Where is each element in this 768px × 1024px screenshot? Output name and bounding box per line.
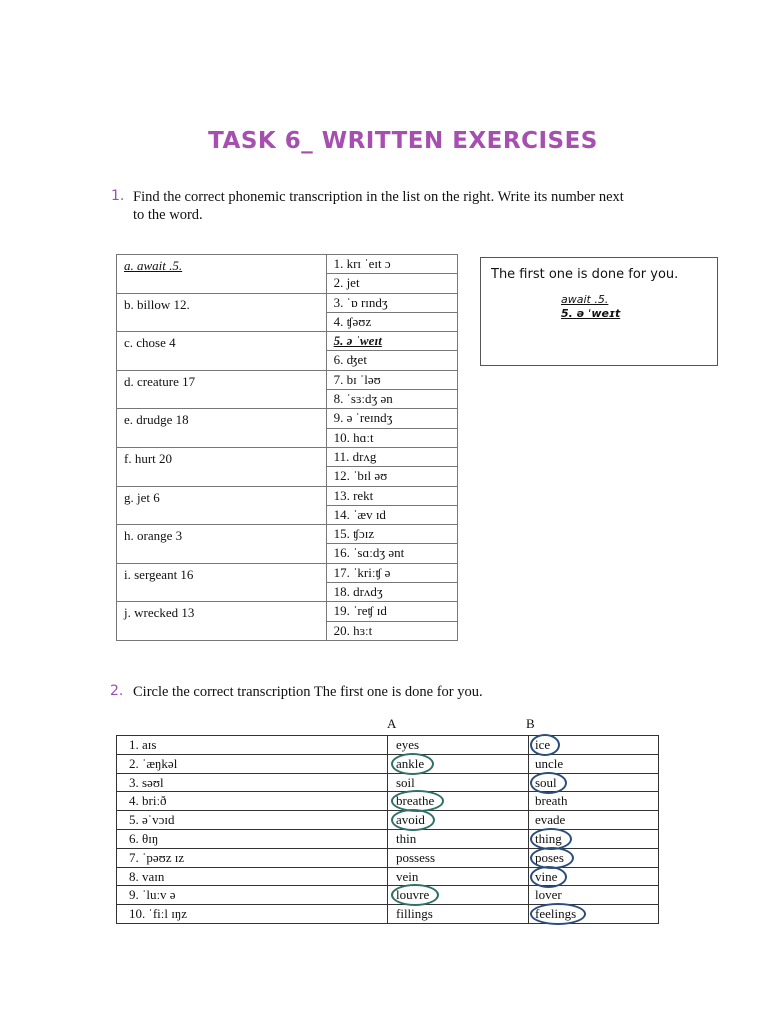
transcription-label: 13. rekt <box>333 487 374 503</box>
word-cell <box>117 563 327 602</box>
transcription-row <box>117 848 659 867</box>
option-a-cell[interactable] <box>388 829 529 848</box>
transcription-label: 1. krɪ ˈeɪt ɔ <box>333 256 391 271</box>
matching-row <box>117 293 458 312</box>
option-a-cell[interactable] <box>388 773 529 792</box>
circled-answer: thing <box>535 830 562 846</box>
word-cell <box>117 602 327 641</box>
transcription-cell <box>326 447 457 466</box>
transcription-text: 2. ˈæŋkəl <box>129 755 178 771</box>
circled-answer: ice <box>535 737 551 752</box>
transcription-label: 5. ə ˈweɪt <box>333 333 382 349</box>
circled-answer: vine <box>535 868 558 884</box>
transcription-text: 5. əˈvɔɪd <box>129 812 175 828</box>
option-word: lover <box>535 887 562 903</box>
option-a-cell[interactable] <box>388 848 529 867</box>
word-label: e. drudge 18 <box>124 412 189 428</box>
transcription-cell <box>326 505 457 524</box>
matching-row <box>117 447 458 466</box>
transcription-cell <box>326 312 457 331</box>
option-word: vein <box>396 868 419 884</box>
option-a-cell[interactable] <box>388 867 529 886</box>
word-cell <box>117 332 327 371</box>
transcription-label: 19. ˈreʧ ɪd <box>333 603 387 619</box>
transcription-cell <box>326 544 457 563</box>
transcription-cell <box>326 332 457 351</box>
option-b-cell[interactable] <box>529 905 659 924</box>
option-word: eyes <box>396 737 420 752</box>
transcription-row <box>117 792 659 811</box>
transcription-row <box>117 811 659 830</box>
option-b-cell[interactable] <box>529 736 659 755</box>
word-cell <box>117 255 327 294</box>
option-b-cell[interactable] <box>529 811 659 830</box>
transcription-cell <box>326 293 457 312</box>
word-cell <box>117 293 327 332</box>
transcription-label: 8. ˈsɜːdʒ ən <box>333 391 393 407</box>
option-a-cell[interactable] <box>388 811 529 830</box>
transcription-cell <box>117 736 388 755</box>
circled-answer: avoid <box>396 812 425 828</box>
option-a-cell[interactable] <box>388 886 529 905</box>
circled-answer: breathe <box>396 793 435 809</box>
transcription-label: 9. ə ˈreɪndʒ <box>333 410 393 426</box>
option-a-cell[interactable] <box>388 792 529 811</box>
transcription-cell <box>326 255 457 274</box>
transcription-label: 17. ˈkriːʧ ə <box>333 564 391 580</box>
circled-answer: louvre <box>396 887 430 903</box>
transcription-cell <box>326 370 457 389</box>
option-word: breath <box>535 793 568 809</box>
word-label: c. chose 4 <box>124 335 176 351</box>
option-word: possess <box>396 849 436 865</box>
option-word: evade <box>535 812 566 828</box>
option-b-cell[interactable] <box>529 867 659 886</box>
note-example-word: await .5. <box>561 293 609 306</box>
transcription-text: 4. briːð <box>129 793 167 809</box>
transcription-row <box>117 754 659 773</box>
option-a-cell[interactable] <box>388 754 529 773</box>
matching-row <box>117 602 458 621</box>
transcription-label: 4. ʧəʊz <box>333 313 372 329</box>
column-b-header: B <box>526 716 535 731</box>
transcription-cell <box>117 848 388 867</box>
page-title: TASK 6_ WRITTEN EXERCISES <box>208 128 598 154</box>
option-a-cell[interactable] <box>388 736 529 755</box>
transcription-text: 8. vaɪn <box>129 868 165 884</box>
word-label: b. billow 12. <box>124 296 190 312</box>
transcription-label: 7. bɪ ˈləʊ <box>333 371 381 387</box>
word-cell <box>117 486 327 525</box>
transcription-label: 3. ˈɒ rɪndʒ <box>333 294 388 310</box>
matching-table <box>116 254 458 641</box>
transcription-cell <box>117 754 388 773</box>
word-label: d. creature 17 <box>124 373 196 389</box>
transcription-label: 20. hɜːt <box>333 622 373 638</box>
transcription-cell <box>326 274 457 293</box>
transcription-cell <box>326 583 457 602</box>
transcription-cell <box>326 525 457 544</box>
option-b-cell[interactable] <box>529 792 659 811</box>
note-text: The first one is done for you. <box>491 267 679 282</box>
transcription-cell <box>326 390 457 409</box>
circled-answer: feelings <box>535 906 577 922</box>
transcription-text: 9. ˈluːv ə <box>129 887 176 903</box>
word-cell <box>117 370 327 409</box>
option-word: soil <box>396 774 415 790</box>
transcription-cell <box>326 409 457 428</box>
transcription-text: 1. aɪs <box>129 737 157 752</box>
word-label: i. sergeant 16 <box>124 566 194 582</box>
word-cell <box>117 447 327 486</box>
word-label: j. wrecked 13 <box>124 605 195 621</box>
matching-row <box>117 409 458 428</box>
transcription-cell <box>326 563 457 582</box>
transcription-label: 11. drʌg <box>333 448 377 464</box>
transcription-cell <box>326 621 457 640</box>
circled-answer: poses <box>535 849 564 865</box>
circle-table <box>116 735 659 924</box>
option-b-cell[interactable] <box>529 829 659 848</box>
transcription-label: 10. hɑːt <box>333 429 374 445</box>
word-label: h. orange 3 <box>124 528 183 544</box>
word-label: f. hurt 20 <box>124 450 173 466</box>
option-b-cell[interactable] <box>529 886 659 905</box>
transcription-cell <box>117 773 388 792</box>
option-word: fillings <box>396 906 433 922</box>
column-a-header: A <box>387 716 397 731</box>
transcription-text: 3. səʊl <box>129 774 164 790</box>
transcription-cell <box>326 467 457 486</box>
option-word: thin <box>396 830 417 846</box>
transcription-cell <box>117 811 388 830</box>
transcription-row <box>117 886 659 905</box>
transcription-row <box>117 905 659 924</box>
example-note-box <box>480 257 718 366</box>
transcription-label: 14. ˈæv ɪd <box>333 506 386 522</box>
transcription-cell <box>117 792 388 811</box>
exercise1-instruction <box>133 188 693 224</box>
circled-answer: soul <box>535 774 557 790</box>
transcription-label: 2. jet <box>333 275 360 291</box>
transcription-text: 6. θɪŋ <box>129 830 159 846</box>
transcription-cell <box>326 428 457 447</box>
matching-row <box>117 525 458 544</box>
option-b-cell[interactable] <box>529 848 659 867</box>
transcription-row <box>117 829 659 848</box>
word-cell <box>117 525 327 564</box>
transcription-cell <box>326 602 457 621</box>
word-label: g. jet 6 <box>124 489 160 505</box>
exercise2-instruction: Circle the correct transcription The first one is done for you. <box>133 684 483 700</box>
transcription-text: 7. ˈpəʊz ɪz <box>129 849 185 865</box>
word-cell <box>117 409 327 448</box>
instruction-line: Find the correct phonemic transcription in the list on the right. Write its number next <box>133 189 624 205</box>
transcription-cell <box>326 486 457 505</box>
exercise1-number: 1. <box>111 188 125 204</box>
transcription-label: 18. drʌdʒ <box>333 584 383 600</box>
exercise2-number: 2. <box>110 683 124 699</box>
transcription-row <box>117 773 659 792</box>
circled-answer: ankle <box>396 755 425 771</box>
transcription-cell <box>117 886 388 905</box>
transcription-row <box>117 867 659 886</box>
option-a-cell[interactable] <box>388 905 529 924</box>
transcription-cell <box>326 351 457 370</box>
transcription-cell <box>117 867 388 886</box>
note-example-transcription: 5. ə ˈweɪt <box>561 307 621 320</box>
matching-row <box>117 332 458 351</box>
transcription-label: 16. ˈsɑːdʒ ənt <box>333 545 405 561</box>
word-label: a. await .5. <box>124 258 183 273</box>
transcription-row <box>117 736 659 755</box>
instruction-line: to the word. <box>133 207 203 223</box>
transcription-cell <box>117 905 388 924</box>
matching-row <box>117 370 458 389</box>
transcription-cell <box>117 829 388 848</box>
transcription-text: 10. ˈfiːl ɪŋz <box>129 906 188 922</box>
option-word: uncle <box>535 755 564 771</box>
matching-row <box>117 486 458 505</box>
matching-row <box>117 255 458 274</box>
option-b-cell[interactable] <box>529 773 659 792</box>
option-b-cell[interactable] <box>529 754 659 773</box>
matching-row <box>117 563 458 582</box>
transcription-label: 15. ʧɔɪz <box>333 526 375 542</box>
transcription-label: 6. ʤet <box>333 352 367 368</box>
transcription-label: 12. ˈbɪl əʊ <box>333 468 388 484</box>
